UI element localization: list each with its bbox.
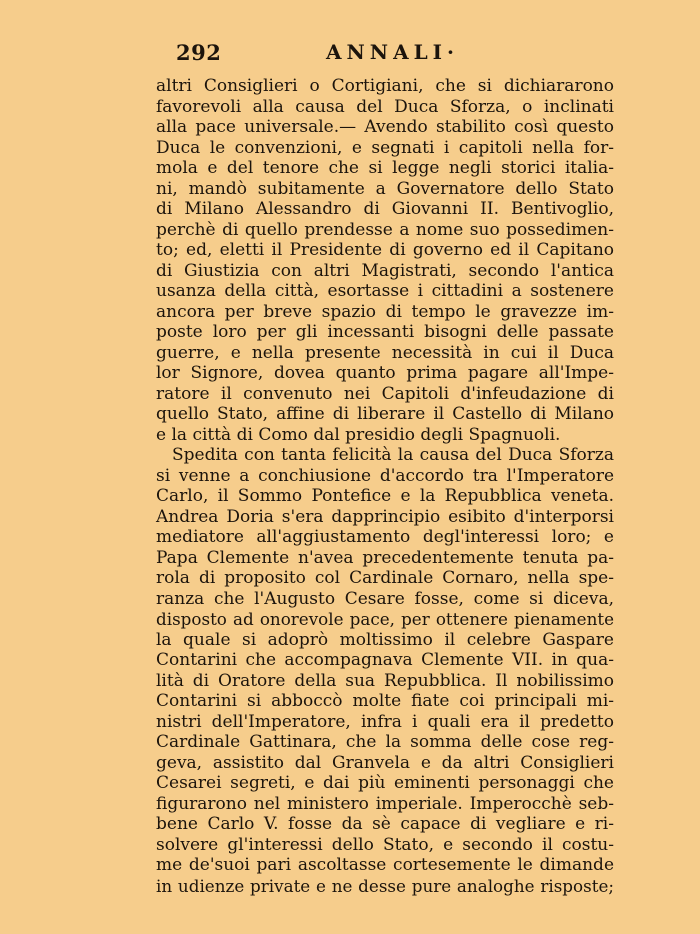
text-line: la quale si adoprò moltissimo il celebre Gaspare (156, 629, 614, 650)
text-line: disposto ad onorevole pace, per ottenere pienamente (156, 609, 614, 629)
text-line: lor Signore, dovea quanto prima pagare all'Impe- (156, 363, 614, 383)
text-line: favorevoli alla causa del Duca Sforza, o inclinati (156, 96, 614, 117)
text-line: poste loro per gli incessanti bisogni delle passate (156, 322, 614, 342)
text-line: geva, assistito dal Granvela e da altri Consiglieri (156, 752, 614, 773)
text-line: altri Consiglieri o Cortigiani, che si dichiararono (156, 76, 614, 96)
text-line: lità di Oratore della sua Repubblica. Il nobilissimo (156, 670, 614, 691)
text-line: ni, mandò subitamente a Governatore dello Stato (156, 178, 614, 199)
text-line: ranza che l'Augusto Cesare fosse, come si diceva, (156, 588, 614, 609)
page-number: 292 (176, 40, 222, 65)
body-text (156, 76, 614, 896)
page-header (0, 38, 700, 68)
text-line: in udienze private e ne desse pure analoghe risposte; (156, 875, 614, 896)
text-line: Andrea Doria s'era dapprincipio esibito d'interporsi (156, 506, 614, 527)
text-line: Cesarei segreti, e dai più eminenti personaggi che (156, 773, 614, 793)
text-line: Contarini si abboccò molte fiate coi principali mi- (156, 691, 614, 711)
text-line: ancora per breve spazio di tempo le gravezze im- (156, 301, 614, 322)
text-line: to; ed, eletti il Presidente di governo ed il Capitano (156, 240, 614, 260)
text-line: Duca le convenzioni, e segnati i capitoli nella for- (156, 137, 614, 158)
running-title: ANNALI· (326, 40, 459, 64)
text-line: e la città di Como dal presidio degli Spagnuoli. (156, 424, 561, 445)
text-line: perchè di quello prendesse a nome suo possedimen- (156, 219, 614, 240)
text-line: mola e del tenore che si legge negli storici italia- (156, 158, 614, 178)
text-line: nistri dell'Imperatore, infra i quali era il predetto (156, 711, 614, 732)
text-line: Contarini che accompagnava Clemente VII. in qua- (156, 650, 614, 670)
text-line: alla pace universale.— Avendo stabilito così questo (156, 117, 614, 137)
text-line: solvere gl'interessi dello Stato, e secondo il costu- (156, 834, 614, 855)
text-line: me de'suoi pari ascoltasse cortesemente le dimande (156, 855, 614, 875)
text-line: Papa Clemente n'avea precedentemente tenuta pa- (156, 547, 614, 568)
text-line: di Milano Alessandro di Giovanni II. Bentivoglio, (156, 199, 614, 219)
text-line: usanza della città, esortasse i cittadini a sostenere (156, 281, 614, 301)
text-line: Cardinale Gattinara, che la somma delle cose reg- (156, 732, 614, 752)
text-line: guerre, e nella presente necessità in cui il Duca (156, 342, 614, 363)
text-line: Spedita con tanta felicità la causa del Duca Sforza (172, 445, 614, 465)
text-line: quello Stato, affine di liberare il Castello di Milano (156, 404, 614, 424)
text-line: di Giustizia con altri Magistrati, secondo l'antica (156, 260, 614, 281)
text-line: ratore il convenuto nei Capitoli d'infeudazione di (156, 383, 614, 404)
text-line: si venne a conchiusione d'accordo tra l'Imperatore (156, 465, 614, 486)
text-line: figurarono nel ministero imperiale. Imperocchè seb- (156, 793, 614, 814)
text-line: Carlo, il Sommo Pontefice e la Repubblica veneta. (156, 486, 614, 506)
text-line: mediatore all'aggiustamento degl'interessi loro; e (156, 527, 614, 547)
text-line: rola di proposito col Cardinale Cornaro, nella spe- (156, 568, 614, 588)
text-line: bene Carlo V. fosse da sè capace di vegliare e ri- (156, 814, 614, 834)
